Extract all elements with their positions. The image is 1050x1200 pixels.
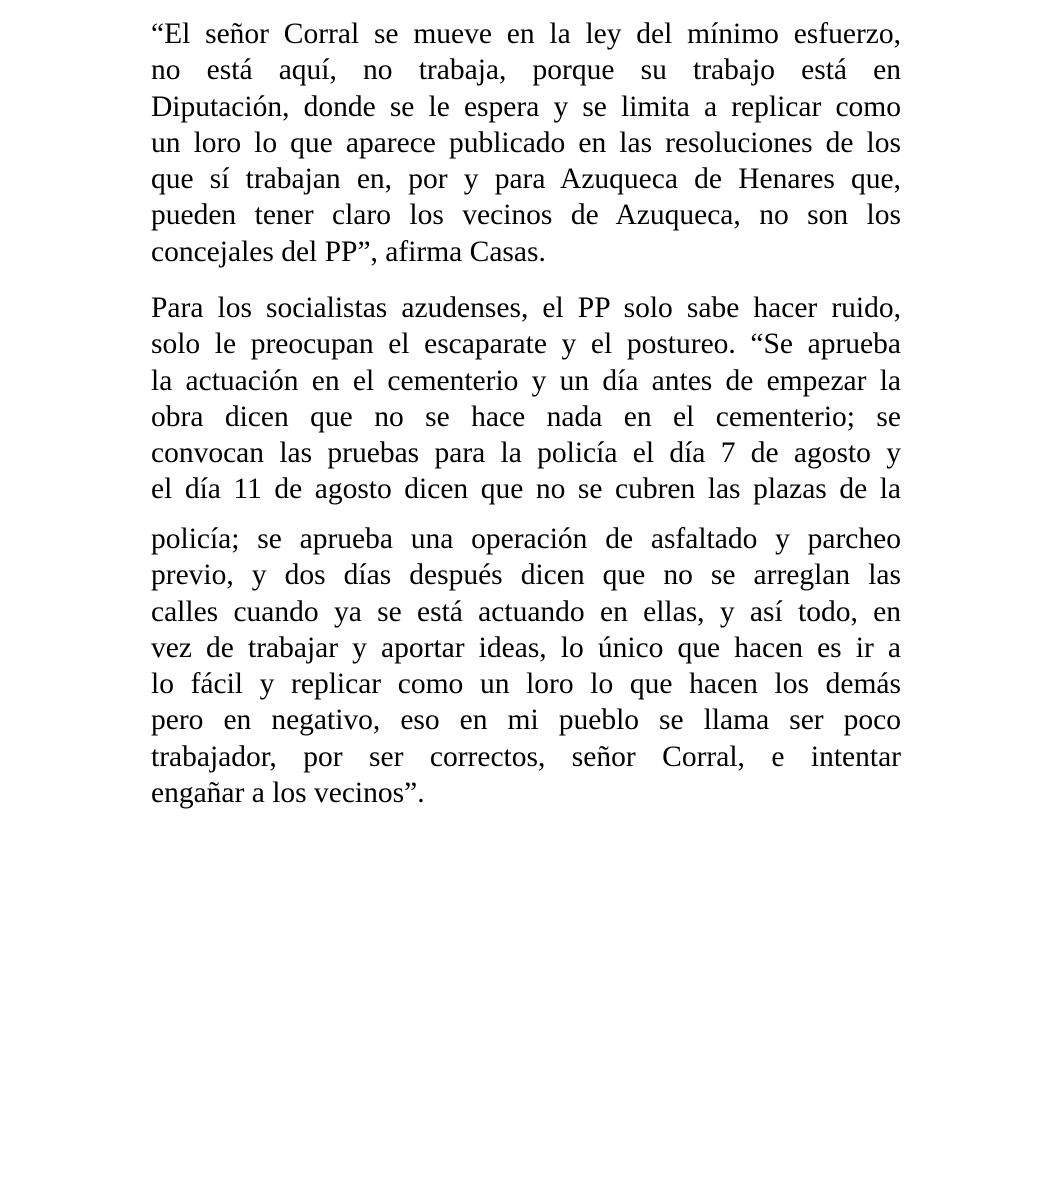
text-line: calles cuando ya se está actuando en ellas, y así todo, en (151, 595, 901, 628)
text-line: “El señor Corral se mueve en la ley del mínimo esfuerzo, (151, 18, 901, 50)
text-line: Diputación, donde se le espera y se limita a replicar como (151, 90, 901, 123)
text-line: que sí trabajan en, por y para Azuqueca de Henares que, (151, 163, 901, 196)
text-line: pueden tener claro los vecinos de Azuqueca, no son los (151, 199, 901, 232)
paragraph-socialistas (151, 290, 901, 508)
text-line: pero en negativo, eso en mi pueblo se llama ser poco (151, 704, 901, 737)
text-line: engañar a los vecinos”. (151, 777, 425, 810)
text-line: un loro lo que aparece publicado en las resoluciones de los (151, 126, 901, 159)
text-line: trabajador, por ser correctos, señor Corral, e intentar (151, 740, 901, 773)
text-line: concejales del PP”, afirma Casas. (151, 235, 546, 268)
text-line: convocan las pruebas para la policía el día 7 de agosto y (151, 437, 901, 470)
text-line: lo fácil y replicar como un loro lo que hacen los demás (151, 668, 901, 701)
text-line: Para los socialistas azudenses, el PP solo sabe hacer ruido, (151, 292, 901, 324)
text-line: vez de trabajar y aportar ideas, lo único que hacen es ir a (151, 631, 901, 664)
text-line: el día 11 de agosto dicen que no se cubren las plazas de la (151, 473, 901, 506)
text-line: solo le preocupan el escaparate y el postureo. “Se aprueba (151, 328, 901, 361)
paragraph-quote-corral (151, 16, 901, 270)
text-line: policía; se aprueba una operación de asfaltado y parcheo (151, 523, 901, 555)
text-line: obra dicen que no se hace nada en el cementerio; se (151, 400, 901, 433)
text-line: previo, y dos días después dicen que no se arreglan las (151, 559, 901, 592)
text-line: no está aquí, no trabaja, porque su trabajo está en (151, 54, 901, 87)
paragraph-continuation (151, 521, 901, 811)
text-line: la actuación en el cementerio y un día antes de empezar la (151, 364, 901, 397)
